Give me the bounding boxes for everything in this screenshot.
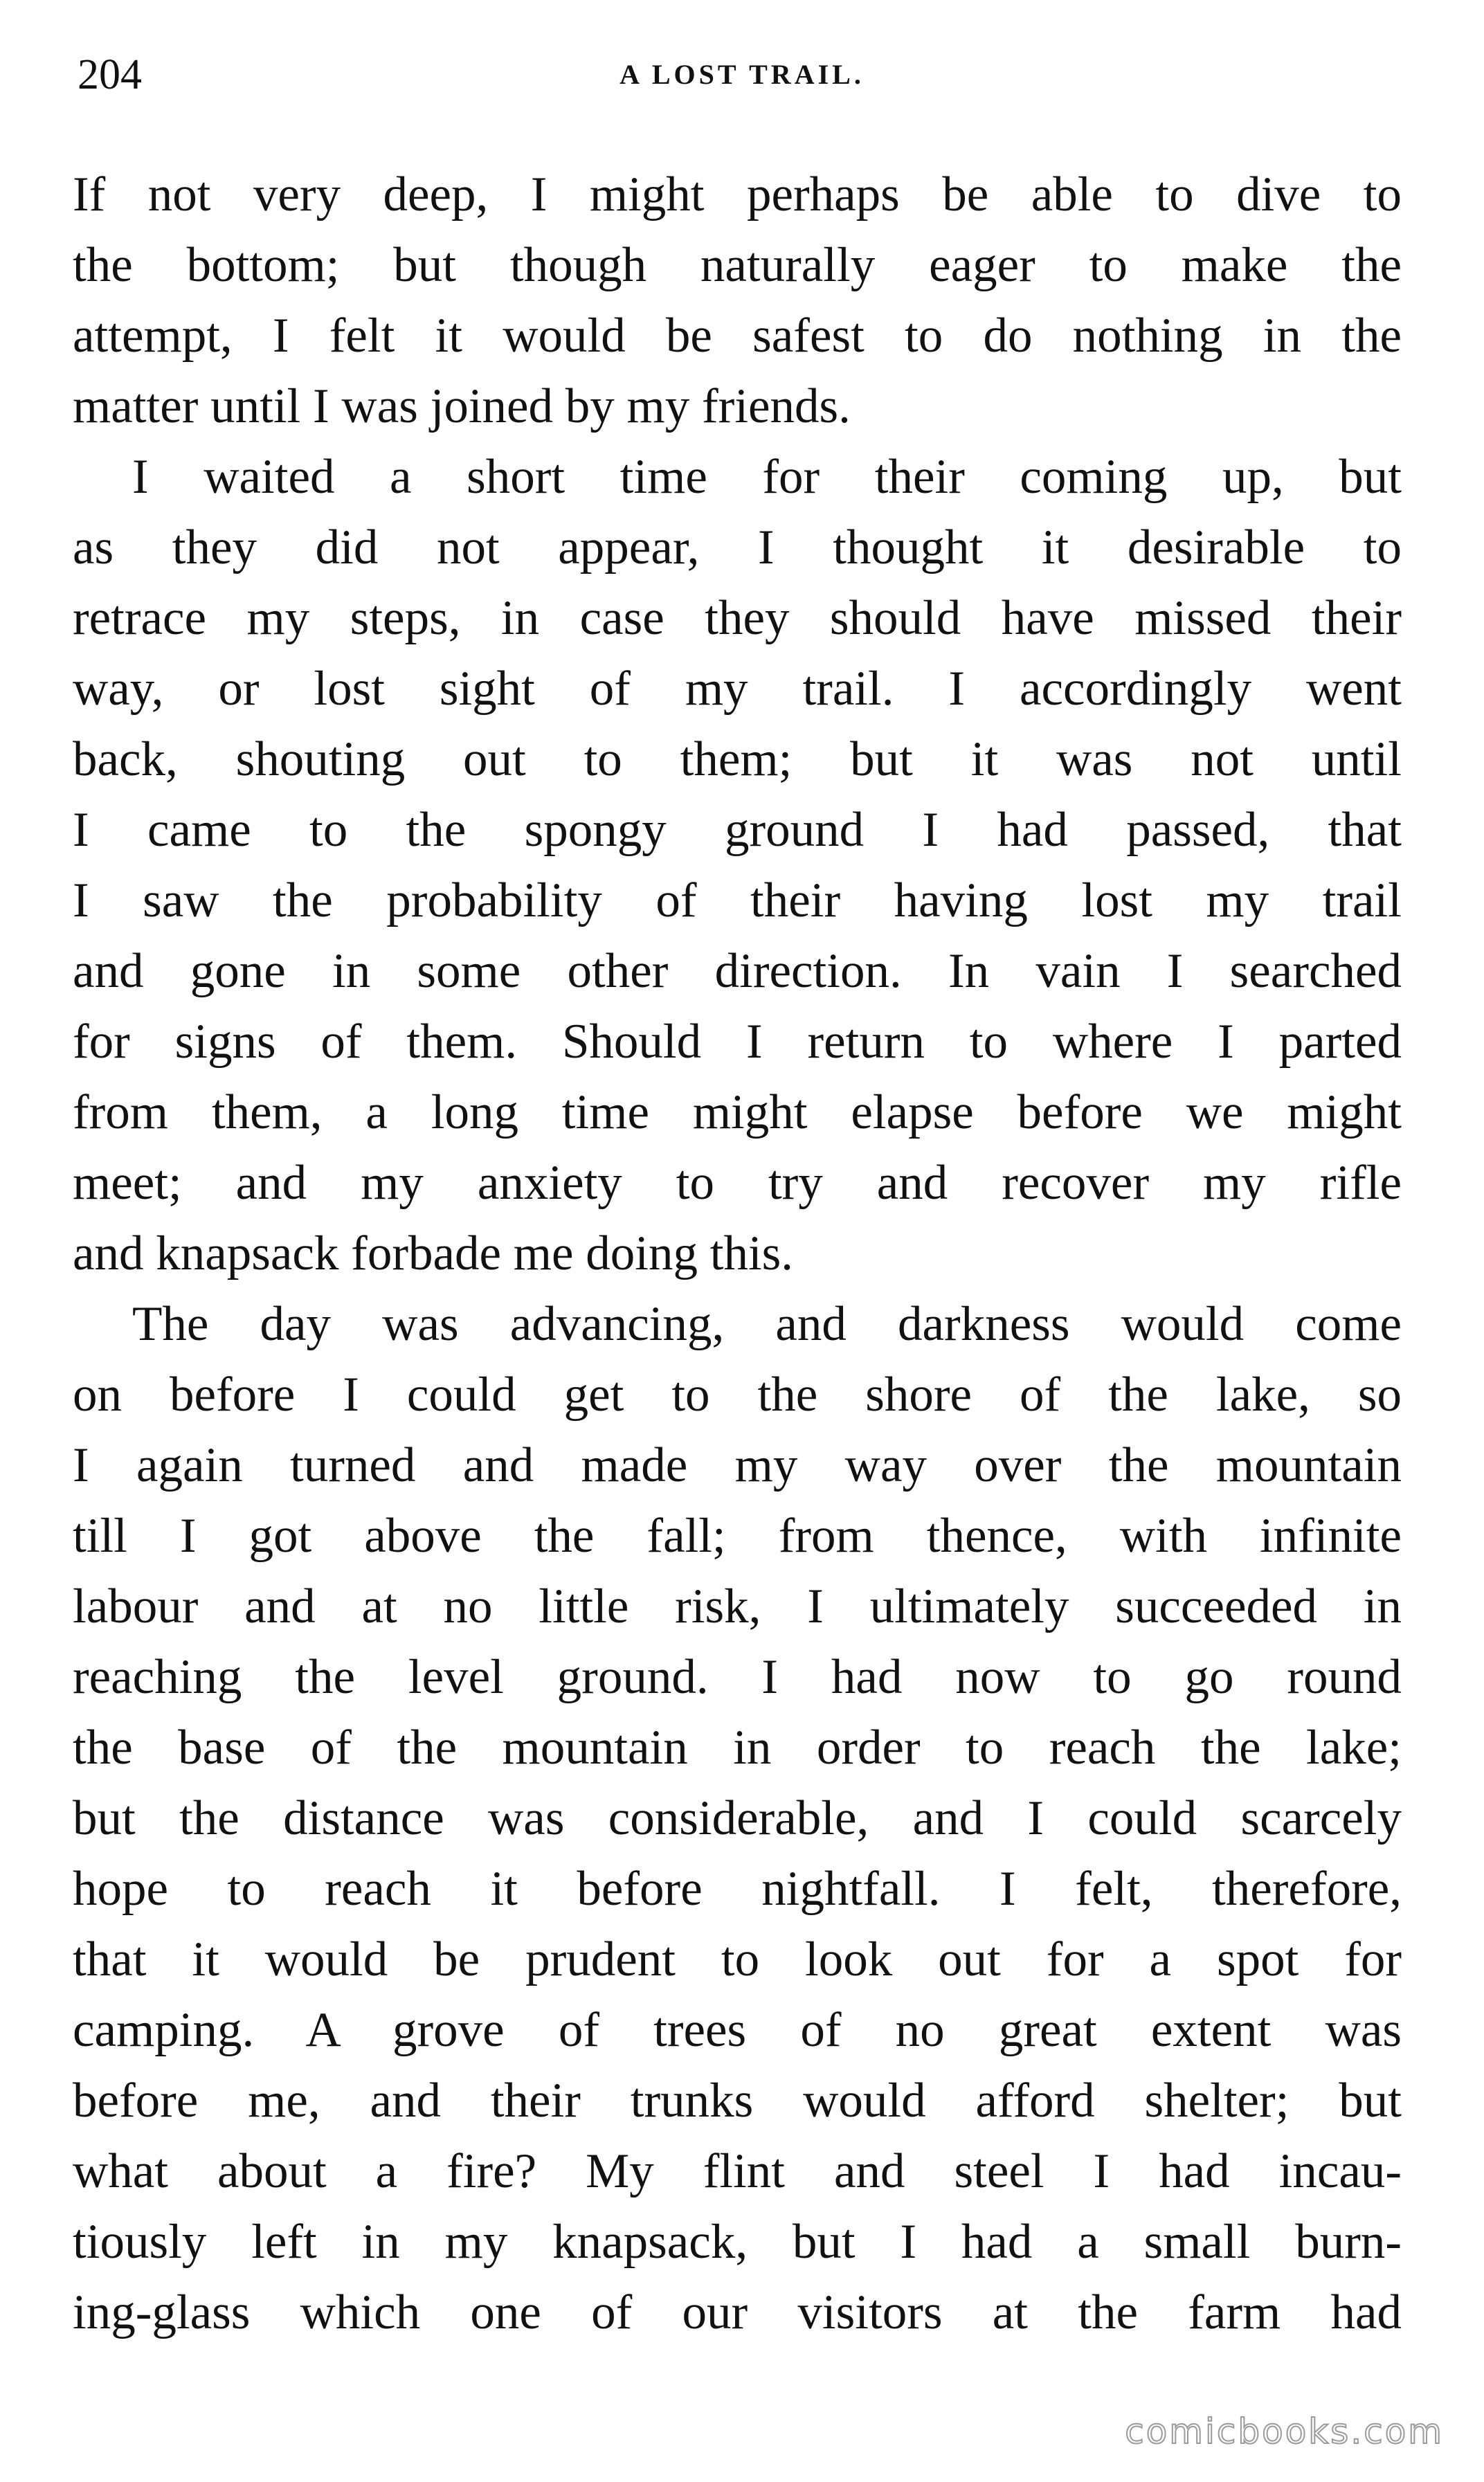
running-title: A LOST TRAIL.: [619, 59, 865, 90]
text-line: attempt, I felt it would be safest to do nothing in the: [73, 309, 1402, 363]
text-line: the bottom; but though naturally eager to make the: [73, 238, 1402, 292]
text-line: labour and at no little risk, I ultimately succeeded in: [73, 1579, 1402, 1633]
text-line: I came to the spongy ground I had passed, that: [73, 803, 1402, 857]
text-line: If not very deep, I might perhaps be able to dive to: [73, 167, 1402, 221]
text-line: that it would be prudent to look out for a spot for: [73, 1932, 1402, 1986]
body-text: [73, 159, 1402, 2348]
text-line: camping. A grove of trees of no great extent was: [73, 2003, 1402, 2057]
text-line: and knapsack forbade me doing this.: [73, 1226, 794, 1280]
text-line: the base of the mountain in order to reach the lake;: [73, 1721, 1402, 1775]
watermark: comicbooks.com: [1125, 2411, 1444, 2452]
text-line: matter until I was joined by my friends.: [73, 379, 851, 433]
text-line: from them, a long time might elapse before we might: [73, 1085, 1402, 1139]
text-line: meet; and my anxiety to try and recover my rifle: [73, 1156, 1402, 1210]
text-line: I saw the probability of their having lost my trail: [73, 873, 1402, 927]
text-line: as they did not appear, I thought it desirable to: [73, 520, 1402, 574]
text-line: reaching the level ground. I had now to go round: [73, 1650, 1402, 1704]
text-line: before me, and their trunks would afford shelter; but: [73, 2074, 1402, 2128]
text-line: hope to reach it before nightfall. I felt, therefore,: [73, 1862, 1402, 1916]
paragraph-1: [73, 159, 1402, 442]
page-number: 204: [78, 51, 142, 98]
text-line: what about a fire? My flint and steel I had incau-: [73, 2144, 1402, 2198]
paragraph-2: [73, 442, 1402, 1289]
text-line: and gone in some other direction. In vain I searched: [73, 944, 1402, 998]
text-line: till I got above the fall; from thence, with infinite: [73, 1509, 1402, 1563]
running-head: [0, 40, 1484, 109]
text-line: back, shouting out to them; but it was not until: [73, 732, 1402, 786]
text-line: on before I could get to the shore of the lake, so: [73, 1368, 1402, 1422]
text-line: but the distance was considerable, and I could scarcely: [73, 1791, 1402, 1845]
text-line: ing-glass which one of our visitors at the farm had: [73, 2285, 1402, 2339]
paragraph-3: [73, 1289, 1402, 2348]
text-line: tiously left in my knapsack, but I had a small burn-: [73, 2215, 1402, 2269]
text-line: I waited a short time for their coming up, but: [132, 450, 1402, 504]
text-line: retrace my steps, in case they should have missed their: [73, 591, 1402, 645]
text-line: The day was advancing, and darkness would come: [132, 1297, 1402, 1351]
text-line: I again turned and made my way over the mountain: [73, 1438, 1402, 1492]
text-line: for signs of them. Should I return to where I parted: [73, 1015, 1402, 1069]
text-line: way, or lost sight of my trail. I accordingly went: [73, 662, 1402, 716]
